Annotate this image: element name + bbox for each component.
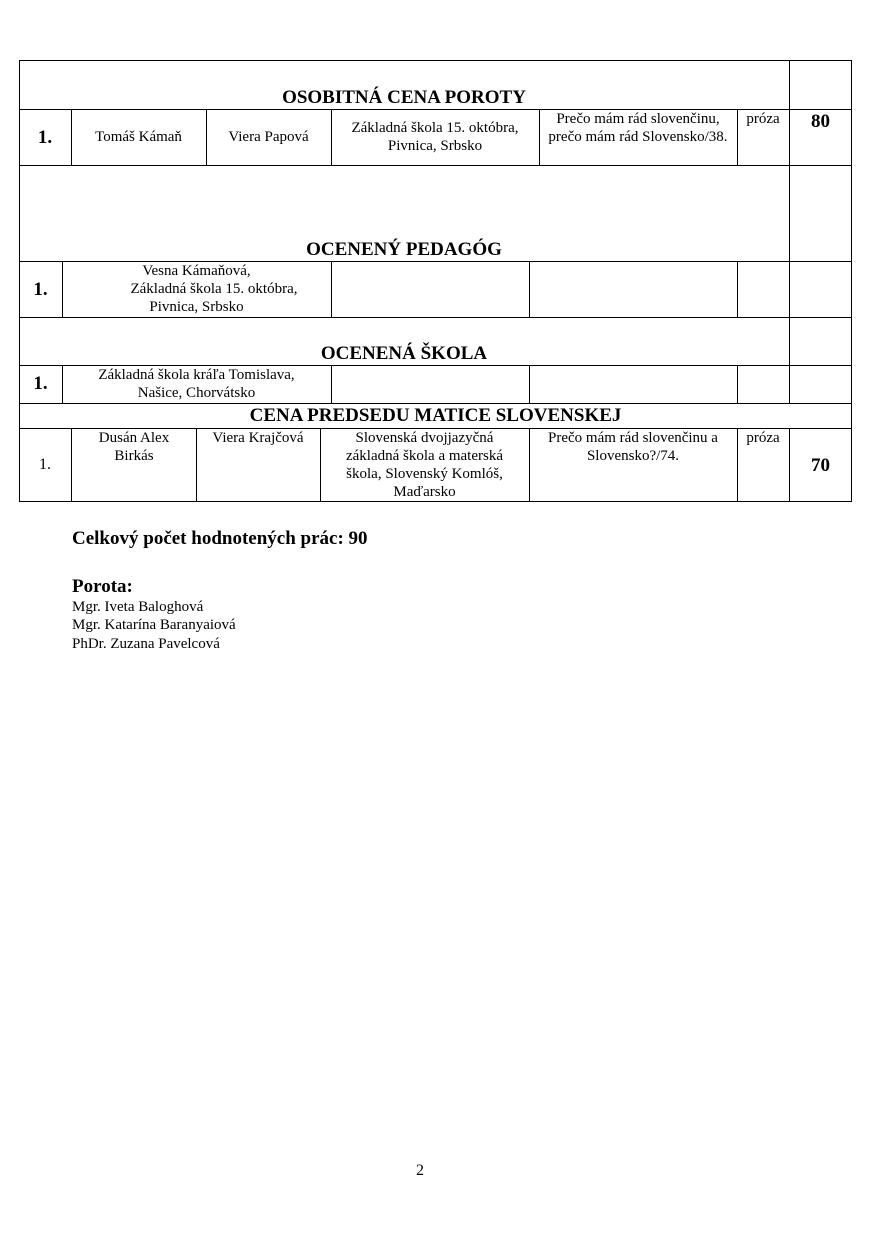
rank: 1. bbox=[33, 279, 48, 300]
jury-member: Mgr. Katarína Baranyaiová bbox=[72, 617, 236, 633]
awarded-teacher-title: OCENENÝ PEDAGÓG bbox=[306, 239, 502, 260]
jury-member: Mgr. Iveta Baloghová bbox=[72, 599, 204, 615]
rank: 1. bbox=[37, 127, 53, 148]
student-name: Tomáš Kámaň bbox=[95, 129, 182, 145]
jury-title: Porota: bbox=[72, 576, 133, 597]
teacher-name: Viera Krajčová bbox=[212, 430, 304, 446]
jury-prize-title: OSOBITNÁ CENA POROTY bbox=[282, 87, 526, 108]
score: 70 bbox=[811, 455, 830, 476]
teacher-line-3: Pivnica, Srbsko bbox=[149, 299, 244, 315]
total-works: Celkový počet hodnotených prác: 90 bbox=[72, 528, 368, 549]
teacher-line-2: Základná škola 15. októbra, bbox=[130, 281, 298, 297]
genre: próza bbox=[746, 430, 780, 446]
student-name: Dusán Alex Birkás bbox=[98, 430, 170, 464]
school-name: Základná škola 15. októbra, Pivnica, Srbsko bbox=[351, 120, 519, 154]
work-title: Prečo mám rád slovenčinu, prečo mám rád Slovensko/38. bbox=[548, 111, 728, 145]
work-title: Prečo mám rád slovenčinu a Slovensko?/74. bbox=[548, 430, 718, 464]
jury-member: PhDr. Zuzana Pavelcová bbox=[72, 636, 220, 652]
school-name: Slovenská dvojjazyčná základná škola a materská škola, Slovenský Komlóš, Maďarsko bbox=[345, 430, 503, 500]
score: 80 bbox=[811, 111, 830, 132]
school-line-1: Základná škola kráľa Tomislava, bbox=[98, 367, 295, 383]
teacher-name: Viera Papová bbox=[228, 129, 309, 145]
awarded-school-title: OCENENÁ ŠKOLA bbox=[320, 343, 488, 364]
chairman-prize-title: CENA PREDSEDU MATICE SLOVENSKEJ bbox=[249, 405, 622, 426]
rank: 1. bbox=[33, 373, 48, 394]
page-number: 2 bbox=[416, 1162, 424, 1179]
genre: próza bbox=[746, 111, 780, 127]
teacher-line-1: Vesna Kámaňová, bbox=[142, 263, 251, 279]
school-line-2: Našice, Chorvátsko bbox=[137, 385, 256, 401]
rank: 1. bbox=[39, 456, 51, 473]
